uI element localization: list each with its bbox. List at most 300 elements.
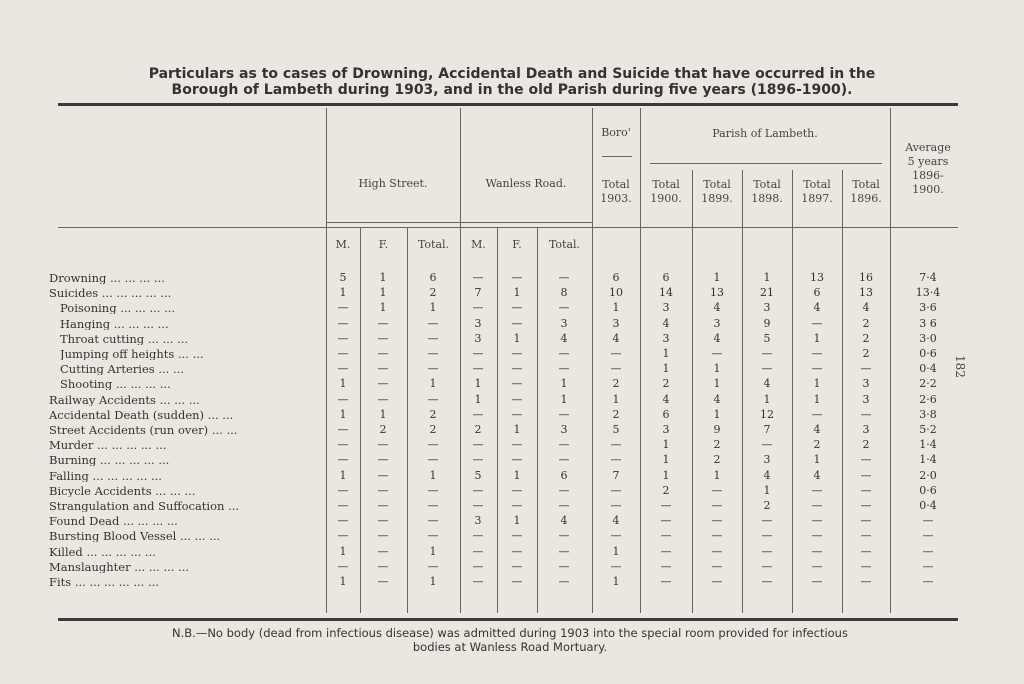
table-cell: 13 [810, 271, 824, 284]
table-cell: — [472, 559, 484, 573]
table-cell: — [761, 362, 773, 376]
table-cell: 1 [379, 286, 387, 300]
table-cell: — [377, 544, 389, 558]
high-street-header: High Street. [358, 177, 428, 190]
table-cell: 3 [662, 331, 670, 345]
table-cell: 1 [612, 575, 620, 588]
table-cell: — [377, 362, 389, 376]
title-line-2: Borough of Lambeth during 1903, and in the old Parish during five years (1896-1900). [171, 82, 853, 98]
table-cell: 1 [713, 271, 721, 284]
table-cell: — [511, 362, 523, 376]
table-cell: 2 [474, 423, 482, 436]
table-cell: 1 [813, 377, 821, 391]
sub-header-wr-m: M. [471, 238, 486, 251]
table-cell: 2 [429, 407, 437, 421]
table-cell: 1 [339, 575, 347, 588]
table-cell: 7 [763, 423, 771, 436]
table-cell: 5 [474, 468, 482, 482]
table-row [0, 454, 1024, 466]
table-cell: 3·0 [919, 331, 937, 345]
footnote [100, 626, 920, 654]
table-cell: — [377, 529, 389, 543]
table-cell: — [811, 316, 823, 330]
table-cell: — [337, 362, 349, 376]
table-cell: 1 [339, 407, 347, 421]
table-cell: — [511, 347, 523, 360]
table-cell: 1 [513, 514, 521, 528]
table-cell: — [427, 316, 439, 330]
row-label: Manslaughter ... ... ... ... [49, 560, 190, 573]
table-cell: — [472, 362, 484, 376]
table-cell: — [922, 514, 934, 528]
page-number: 182 [953, 355, 967, 378]
table-cell: 6 [429, 271, 437, 284]
table-cell: 16 [859, 271, 873, 284]
table-cell: — [511, 301, 523, 315]
table-cell: — [711, 499, 723, 512]
sub-header-hs-m: M. [335, 238, 351, 251]
table-cell: — [511, 271, 523, 284]
boro-rule [602, 156, 632, 157]
table-row [0, 424, 1024, 436]
row-label: Falling ... ... ... ... ... [49, 469, 162, 482]
table-cell: 4 [560, 514, 568, 528]
table-cell: — [377, 468, 389, 482]
table-cell: 6 [662, 407, 670, 421]
table-cell: — [811, 499, 823, 512]
table-cell: — [761, 347, 773, 360]
table-cell: — [337, 331, 349, 345]
table-cell: — [427, 529, 439, 543]
table-cell: 3 [763, 453, 771, 467]
table-cell: — [377, 331, 389, 345]
row-label: Hanging ... ... ... ... [60, 317, 169, 330]
table-cell: — [558, 301, 570, 315]
table-cell: 6 [612, 271, 620, 284]
table-cell: — [511, 529, 523, 543]
row-label: Drowning ... ... ... ... [49, 272, 165, 284]
table-cell: 1 [513, 286, 521, 300]
table-cell: — [377, 316, 389, 330]
table-cell: 2 [862, 438, 870, 452]
table-cell: 1 [429, 575, 437, 588]
table-cell: — [761, 438, 773, 452]
table-cell: 2 [662, 377, 670, 391]
table-cell: 2 [713, 438, 721, 452]
table-cell: 6 [560, 468, 568, 482]
table-cell: — [427, 438, 439, 452]
table-cell: — [660, 529, 672, 543]
table-cell: — [761, 575, 773, 588]
table-cell: — [558, 438, 570, 452]
parish-total-1896: Total 1896. [850, 178, 882, 205]
table-cell: 1 [379, 407, 387, 421]
row-label: Railway Accidents ... ... ... [49, 393, 200, 406]
row-label: Strangulation and Suffocation ... [49, 500, 240, 512]
table-cell: — [558, 347, 570, 360]
table-cell: — [511, 483, 523, 497]
table-cell: 1 [662, 347, 670, 360]
table-cell: 5·2 [919, 423, 937, 436]
table-cell: — [337, 499, 349, 512]
table-cell: 5 [763, 331, 771, 345]
table-cell: — [337, 316, 349, 330]
table-cell: — [922, 559, 934, 573]
row-label: Burning ... ... ... ... ... [49, 454, 170, 467]
table-cell: — [860, 407, 872, 421]
table-cell: 3 [560, 423, 568, 436]
table-cell: — [811, 529, 823, 543]
table-row [0, 500, 1024, 512]
table-cell: 1 [513, 331, 521, 345]
table-cell: 1·4 [919, 453, 937, 467]
table-cell: 4 [560, 331, 568, 345]
table-cell: 3 [862, 423, 870, 436]
table-cell: 0·4 [919, 499, 937, 512]
table-cell: 13·4 [915, 286, 941, 300]
table-row [0, 576, 1024, 588]
table-cell: 1 [474, 377, 482, 391]
row-label: Accidental Death (sudden) ... ... [49, 408, 234, 421]
table-cell: — [711, 544, 723, 558]
table-cell: — [761, 529, 773, 543]
table-cell: — [337, 529, 349, 543]
table-row [0, 348, 1024, 360]
table-cell: — [860, 499, 872, 512]
table-cell: 3 [612, 316, 620, 330]
table-cell: — [337, 559, 349, 573]
row-label: Jumping off heights ... ... [60, 348, 204, 360]
table-cell: — [761, 544, 773, 558]
table-cell: 4 [612, 514, 620, 528]
table-cell: — [860, 468, 872, 482]
table-cell: — [558, 559, 570, 573]
table-cell: 2 [862, 316, 870, 330]
parish-rule [650, 163, 882, 164]
table-cell: 10 [609, 286, 623, 300]
boro-header: Boro' [601, 126, 631, 139]
table-cell: — [860, 559, 872, 573]
table-cell: — [711, 483, 723, 497]
row-label: Found Dead ... ... ... ... [49, 515, 178, 528]
table-cell: 1 [662, 362, 670, 376]
table-cell: — [860, 529, 872, 543]
table-cell: 0·6 [919, 347, 937, 360]
table-cell: — [811, 559, 823, 573]
table-cell: — [427, 392, 439, 406]
table-cell: — [511, 499, 523, 512]
table-cell: — [761, 514, 773, 528]
table-cell: — [377, 575, 389, 588]
table-cell: — [610, 529, 622, 543]
row-label: Killed ... ... ... ... ... [49, 545, 156, 558]
table-row [0, 485, 1024, 497]
table-cell: — [660, 575, 672, 588]
table-cell: 1 [763, 271, 771, 284]
table-cell: — [377, 514, 389, 528]
table-title [60, 66, 964, 98]
table-cell: — [558, 407, 570, 421]
table-cell: 3 [862, 392, 870, 406]
top-rule [58, 103, 958, 106]
table-cell: 21 [760, 286, 774, 300]
table-cell: — [860, 514, 872, 528]
table-cell: 1 [339, 286, 347, 300]
table-cell: — [610, 559, 622, 573]
table-cell: — [377, 559, 389, 573]
row-label: Throat cutting ... ... ... [60, 332, 189, 345]
sub-header-hs-f: F. [378, 238, 389, 251]
table-cell: — [860, 453, 872, 467]
table-cell: — [472, 499, 484, 512]
table-cell: — [377, 483, 389, 497]
table-cell: 1 [612, 544, 620, 558]
table-cell: 3 [474, 514, 482, 528]
table-cell: 1 [662, 453, 670, 467]
row-label: Bursting Blood Vessel ... ... ... [49, 530, 221, 543]
table-cell: 1 [612, 301, 620, 315]
table-cell: 2 [612, 407, 620, 421]
table-cell: — [558, 529, 570, 543]
sub-header-wr-total: Total. [548, 238, 581, 251]
table-cell: 0·4 [919, 362, 937, 376]
table-cell: — [472, 544, 484, 558]
table-cell: 5 [612, 423, 620, 436]
table-cell: 1 [379, 271, 387, 284]
sub-header-hs-total: Total. [417, 238, 450, 251]
table-cell: — [511, 407, 523, 421]
table-cell: — [610, 362, 622, 376]
table-cell: — [811, 483, 823, 497]
table-cell: — [558, 362, 570, 376]
table-cell: 4 [612, 331, 620, 345]
wr-rule [460, 222, 592, 223]
table-cell: — [337, 453, 349, 467]
table-row [0, 287, 1024, 299]
table-cell: — [377, 499, 389, 512]
header-rule [58, 227, 958, 228]
table-cell: 8 [560, 286, 568, 300]
table-cell: — [377, 438, 389, 452]
table-cell: 3 [662, 301, 670, 315]
table-cell: — [337, 347, 349, 360]
table-cell: — [860, 544, 872, 558]
table-row [0, 318, 1024, 330]
table-cell: — [711, 575, 723, 588]
table-cell: — [811, 544, 823, 558]
table-cell: — [472, 301, 484, 315]
table-cell: — [761, 559, 773, 573]
table-cell: — [660, 514, 672, 528]
table-cell: 6 [813, 286, 821, 300]
table-row [0, 470, 1024, 482]
table-cell: 1 [513, 468, 521, 482]
table-cell: 1 [713, 407, 721, 421]
table-cell: — [427, 453, 439, 467]
table-cell: 1 [713, 362, 721, 376]
table-cell: — [558, 453, 570, 467]
footnote-line-1: N.B.—No body (dead from infectious disease) was admitted during 1903 into the special room provided for infectious [172, 626, 848, 640]
table-cell: — [660, 499, 672, 512]
table-cell: 4 [713, 301, 721, 315]
table-cell: 1 [339, 468, 347, 482]
table-cell: 1 [429, 468, 437, 482]
table-cell: — [558, 483, 570, 497]
table-cell: — [427, 362, 439, 376]
table-cell: — [610, 438, 622, 452]
table-row [0, 409, 1024, 421]
table-cell: 2·6 [919, 392, 937, 406]
table-cell: 5 [339, 271, 347, 284]
table-cell: — [711, 529, 723, 543]
table-cell: 1 [560, 392, 568, 406]
table-row [0, 272, 1024, 284]
table-cell: 6 [662, 271, 670, 284]
table-row [0, 363, 1024, 375]
table-cell: 9 [713, 423, 721, 436]
table-cell: 2 [612, 377, 620, 391]
table-cell: 1 [612, 392, 620, 406]
hs-rule [326, 222, 460, 223]
table-cell: — [337, 423, 349, 436]
table-cell: 1 [713, 377, 721, 391]
table-cell: 3·6 [919, 301, 937, 315]
table-cell: 1 [763, 392, 771, 406]
table-cell: 4 [713, 331, 721, 345]
table-cell: 1 [379, 301, 387, 315]
table-row [0, 333, 1024, 345]
table-cell: — [660, 544, 672, 558]
table-cell: — [860, 483, 872, 497]
table-cell: 1 [813, 392, 821, 406]
table-cell: — [610, 483, 622, 497]
table-cell: — [811, 575, 823, 588]
table-cell: 1 [813, 331, 821, 345]
table-row [0, 546, 1024, 558]
table-cell: — [558, 499, 570, 512]
boro-total-header: Total 1903. [600, 178, 632, 205]
table-cell: — [472, 407, 484, 421]
table-cell: — [610, 453, 622, 467]
table-cell: — [511, 438, 523, 452]
table-cell: 1 [560, 377, 568, 391]
table-cell: — [427, 347, 439, 360]
table-cell: 2 [862, 347, 870, 360]
table-cell: 3 [474, 331, 482, 345]
table-cell: — [511, 392, 523, 406]
table-cell: — [811, 407, 823, 421]
row-label: Bicycle Accidents ... ... ... [49, 484, 196, 497]
table-cell: 13 [859, 286, 873, 300]
row-label: Cutting Arteries ... ... [60, 363, 184, 376]
table-cell: 2 [813, 438, 821, 452]
table-cell: — [337, 514, 349, 528]
table-cell: 2·2 [919, 377, 937, 391]
table-cell: — [472, 438, 484, 452]
table-cell: 1 [662, 438, 670, 452]
table-cell: 1 [429, 377, 437, 391]
table-cell: 2 [379, 423, 387, 436]
table-cell: 2·0 [919, 468, 937, 482]
table-cell: — [472, 271, 484, 284]
table-cell: — [811, 347, 823, 360]
table-cell: 1 [429, 301, 437, 315]
table-cell: — [922, 575, 934, 588]
table-cell: 1 [429, 544, 437, 558]
table-cell: — [337, 483, 349, 497]
table-cell: 1 [763, 483, 771, 497]
table-cell: 4 [662, 392, 670, 406]
table-cell: — [472, 529, 484, 543]
bottom-rule [58, 618, 958, 621]
table-cell: — [511, 453, 523, 467]
table-cell: 14 [659, 286, 673, 300]
table-cell: — [427, 499, 439, 512]
table-cell: 4 [713, 392, 721, 406]
table-cell: — [377, 392, 389, 406]
table-cell: — [511, 544, 523, 558]
table-cell: — [711, 559, 723, 573]
table-cell: — [660, 559, 672, 573]
table-cell: 4 [813, 423, 821, 436]
table-cell: 2 [763, 499, 771, 512]
table-cell: — [711, 347, 723, 360]
table-cell: — [377, 377, 389, 391]
table-cell: — [427, 483, 439, 497]
table-row [0, 439, 1024, 451]
table-row [0, 530, 1024, 542]
parish-total-1899: Total 1899. [701, 178, 733, 205]
table-cell: 4 [862, 301, 870, 315]
parish-total-1897: Total 1897. [801, 178, 833, 205]
table-cell: 3 [662, 423, 670, 436]
table-cell: — [922, 544, 934, 558]
table-cell: — [558, 271, 570, 284]
table-cell: 3 [713, 316, 721, 330]
table-cell: — [511, 559, 523, 573]
table-cell: — [472, 453, 484, 467]
sub-header-wr-f: F. [512, 238, 522, 251]
table-cell: 1 [713, 468, 721, 482]
parish-header: Parish of Lambeth. [712, 127, 818, 140]
table-row [0, 561, 1024, 573]
title-line-1: Particulars as to cases of Drowning, Accidental Death and Suicide that have occurred in the [148, 66, 876, 82]
table-cell: — [558, 575, 570, 588]
table-cell: — [711, 514, 723, 528]
table-cell: 7 [612, 468, 620, 482]
table-cell: 1·4 [919, 438, 937, 452]
table-cell: 3 [862, 377, 870, 391]
table-cell: 3·8 [919, 407, 937, 421]
table-cell: — [337, 392, 349, 406]
table-cell: — [427, 559, 439, 573]
average-header: Average 5 years 1896- 1900. [905, 141, 951, 196]
footnote-line-2: bodies at Wanless Road Mortuary. [412, 640, 608, 654]
table-cell: — [558, 544, 570, 558]
row-label: Shooting ... ... ... ... [60, 378, 171, 391]
table-cell: 2 [713, 453, 721, 467]
table-cell: — [811, 514, 823, 528]
table-row [0, 394, 1024, 406]
table-cell: 4 [763, 377, 771, 391]
table-cell: — [860, 575, 872, 588]
table-cell: — [377, 347, 389, 360]
table-cell: 1 [513, 423, 521, 436]
table-cell: — [427, 331, 439, 345]
table-cell: — [337, 301, 349, 315]
table-cell: 2 [862, 331, 870, 345]
parish-total-1898: Total 1898. [751, 178, 783, 205]
